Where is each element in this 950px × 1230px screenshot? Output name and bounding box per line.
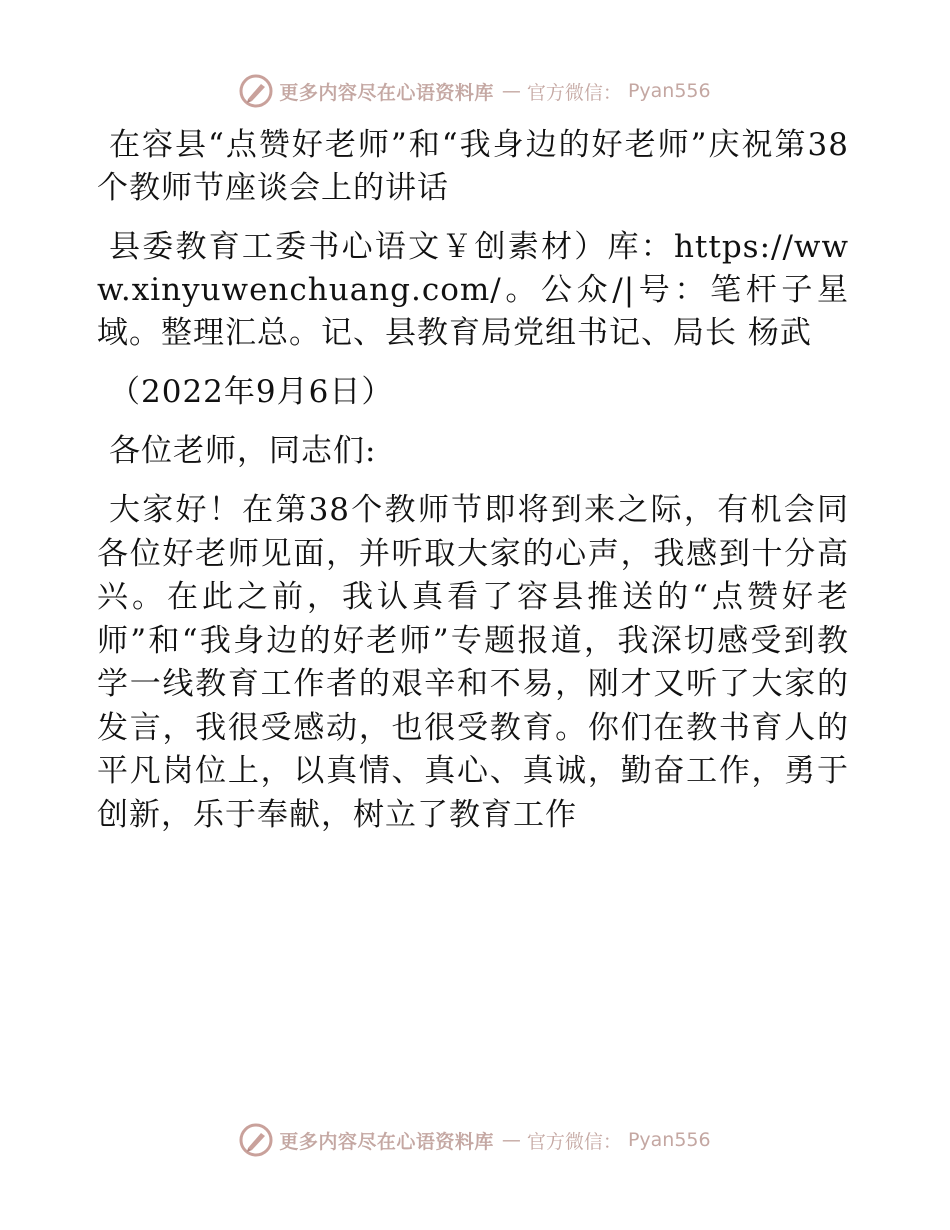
header-banner <box>0 71 950 111</box>
author-line: 县委教育工委书心语文￥创素材）库：https://www.xinyuwenchuang.com/。公众/|号：笔杆子星域。整理汇总。记、县教育局党组书记、局长 杨武 <box>97 229 849 351</box>
banner-separator: — <box>501 1129 519 1151</box>
body-paragraph: 大家好！在第38个教师节即将到来之际，有机会同各位好老师见面，并听取大家的心声，我感到十分高兴。在此之前，我认真看了容县推送的“点赞好老师”和“我身边的好老师”专题报道，我深切感受到教学一线教育工作者的艰辛和不易，刚才又听了大家的发言，我很受感动，也很受教育。你们在教书育人的平凡岗位上，以真情、真心、真诚，勤奋工作，勇于创新，乐于奉献，树立了教育工作 <box>97 492 849 833</box>
banner-title: 更多内容尽在心语资料库 <box>279 81 494 104</box>
speech-date: （2022年9月6日） <box>109 374 394 410</box>
footer-banner <box>0 1120 950 1160</box>
banner-wechat-label: 官方微信： <box>526 1130 622 1153</box>
banner-wechat-id: Pyan556 <box>627 80 711 102</box>
pen-logo-icon <box>239 1123 273 1157</box>
document-body <box>97 124 849 853</box>
salutation: 各位老师，同志们: <box>109 433 377 469</box>
pen-logo-icon <box>239 74 273 108</box>
banner-separator: — <box>501 80 519 102</box>
banner-wechat-id: Pyan556 <box>627 1129 711 1151</box>
document-title: 在容县“点赞好老师”和“我身边的好老师”庆祝第38个教师节座谈会上的讲话 <box>97 127 849 206</box>
banner-title: 更多内容尽在心语资料库 <box>279 1130 494 1153</box>
banner-wechat-label: 官方微信： <box>526 81 622 104</box>
